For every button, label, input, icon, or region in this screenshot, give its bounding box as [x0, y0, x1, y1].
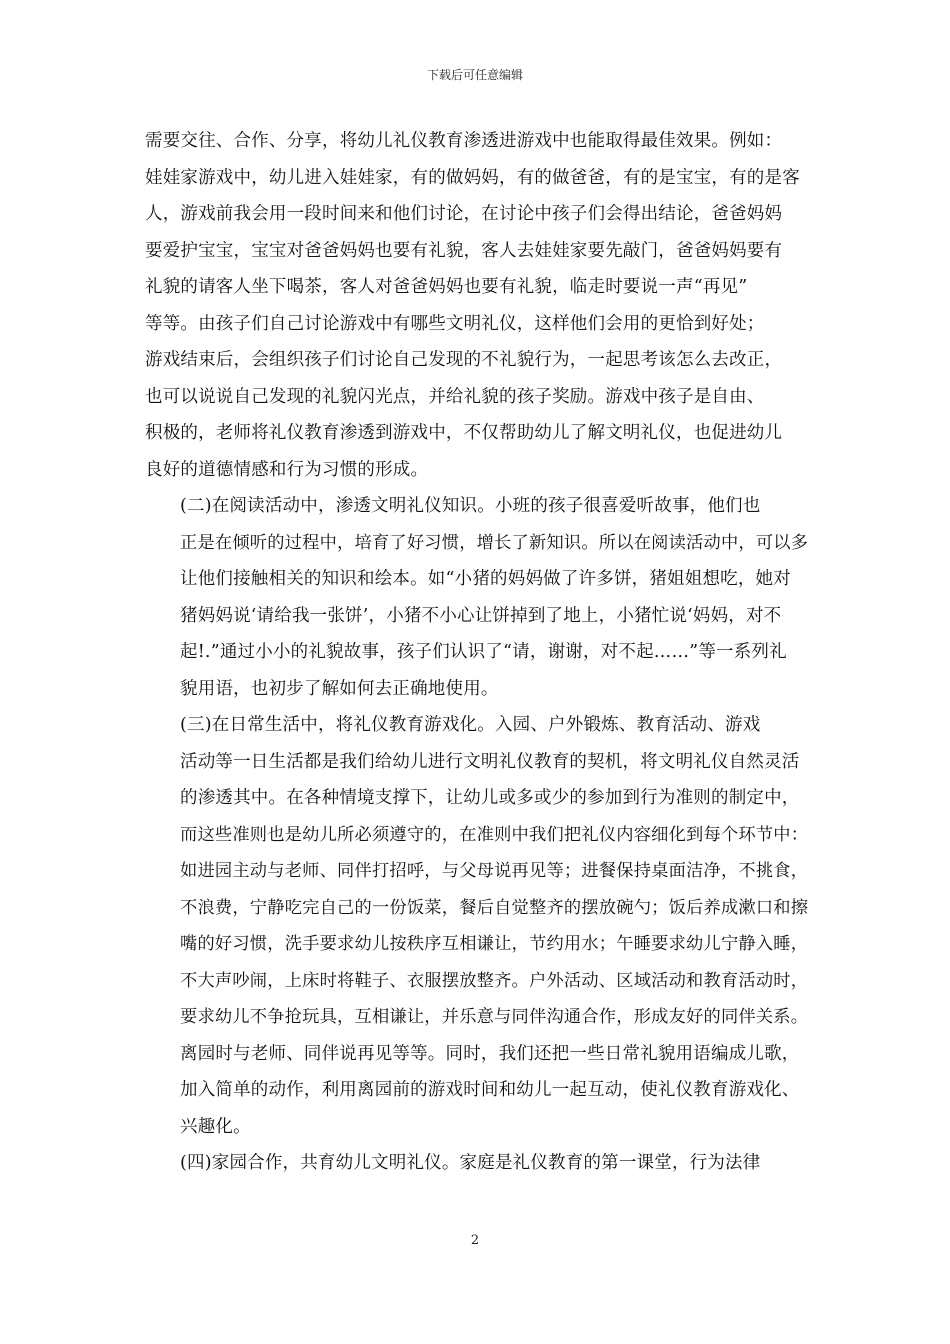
- text-line: 离园时与老师、同伴说再见等等。同时，我们还把一些日常礼貌用语编成儿歌，: [180, 1043, 800, 1064]
- paragraph: [145, 488, 810, 707]
- text-line: 活动等一日生活都是我们给幼儿进行文明礼仪教育的契机，将文明礼仪自然灵活: [180, 751, 800, 772]
- paragraph: [145, 1145, 810, 1182]
- page-number: 2: [470, 1233, 480, 1248]
- text-line: (二)在阅读活动中，渗透文明礼仪知识。小班的孩子很喜爱听故事，他们也: [180, 496, 761, 516]
- text-line: 不大声吵闹，上床时将鞋子、衣服摆放整齐。户外活动、区域活动和教育活动时，: [180, 970, 809, 991]
- text-line: 要求幼儿不争抢玩具，互相谦让，并乐意与同伴沟通合作，形成友好的同伴关系。: [180, 1007, 809, 1027]
- text-line: (四)家园合作，共育幼儿文明礼仪。家庭是礼仪教育的第一课堂，行为法律: [180, 1153, 761, 1173]
- text-line: 积极的，老师将礼仪教育渗透到游戏中，不仅帮助幼儿了解文明礼仪，也促进幼儿: [145, 423, 783, 443]
- text-line: 不浪费，宁静吃完自己的一份饭菜，餐后自觉整齐的摆放碗勺；饭后养成漱口和擦: [180, 897, 809, 918]
- text-line: 游戏结束后，会组织孩子们讨论自己发现的不礼貌行为，一起思考该怎么去改正，: [145, 350, 783, 370]
- text-line: 需要交往、合作、分享，将幼儿礼仪教育渗透进游戏中也能取得最佳效果。例如：: [145, 131, 783, 151]
- text-line: 也可以说说自己发现的礼貌闪光点，并给礼貌的孩子奖励。游戏中孩子是自由、: [145, 386, 765, 407]
- text-line: 正是在倾听的过程中，培育了好习惯，增长了新知识。所以在阅读活动中，可以多: [180, 532, 809, 553]
- text-line: 猪妈妈说‘请给我一张饼’，小猪不小心让饼掉到了地上，小猪忙说‘妈妈，对不: [180, 605, 782, 626]
- text-line: 加入简单的动作，利用离园前的游戏时间和幼儿一起互动，使礼仪教育游戏化、: [180, 1080, 800, 1100]
- text-line: 要爱护宝宝，宝宝对爸爸妈妈也要有礼貌，客人去娃娃家要先敲门，爸爸妈妈要有: [145, 240, 783, 261]
- text-line: 让他们接触相关的知识和绘本。如“小猪的妈妈做了许多饼，猪姐姐想吃，她对: [180, 569, 791, 589]
- body-text: [145, 123, 810, 1182]
- page-header: 下载后可任意编辑: [426, 68, 523, 82]
- text-line: 娃娃家游戏中，幼儿进入娃娃家，有的做妈妈，有的做爸爸，有的是宝宝，有的是客: [145, 167, 800, 188]
- text-line: 等等。由孩子们自己讨论游戏中有哪些文明礼仪，这样他们会用的更恰到好处；: [145, 313, 765, 334]
- text-line: 良好的道德情感和行为习惯的形成。: [145, 459, 429, 480]
- text-line: (三)在日常生活中，将礼仪教育游戏化。入园、户外锻炼、教育活动、游戏: [180, 715, 761, 735]
- paragraph: [145, 707, 810, 1145]
- text-line: 的渗透其中。在各种情境支撑下，让幼儿或多或少的参加到行为准则的制定中，: [180, 788, 800, 808]
- text-line: 兴趣化。: [180, 1116, 251, 1137]
- text-line: 嘴的好习惯，洗手要求幼儿按秩序互相谦让，节约用水；午睡要求幼儿宁静入睡，: [180, 934, 809, 954]
- text-line: 貌用语，也初步了解如何去正确地使用。: [180, 678, 499, 699]
- text-line: 人，游戏前我会用一段时间来和他们讨论，在讨论中孩子们会得出结论，爸爸妈妈: [145, 204, 783, 224]
- text-line: 如进园主动与老师、同伴打招呼，与父母说再见等；进餐保持桌面洁净，不挑食，: [180, 861, 809, 881]
- text-line: 而这些准则也是幼儿所必须遵守的，在准则中我们把礼仪内容细化到每个环节中：: [180, 824, 809, 845]
- text-line: 礼貌的请客人坐下喝茶，客人对爸爸妈妈也要有礼貌，临走时要说一声“再见”: [145, 277, 748, 297]
- text-line: 起!.”通过小小的礼貌故事，孩子们认识了“请，谢谢，对不起……”等一系列礼: [180, 642, 787, 662]
- paragraph: [145, 123, 810, 488]
